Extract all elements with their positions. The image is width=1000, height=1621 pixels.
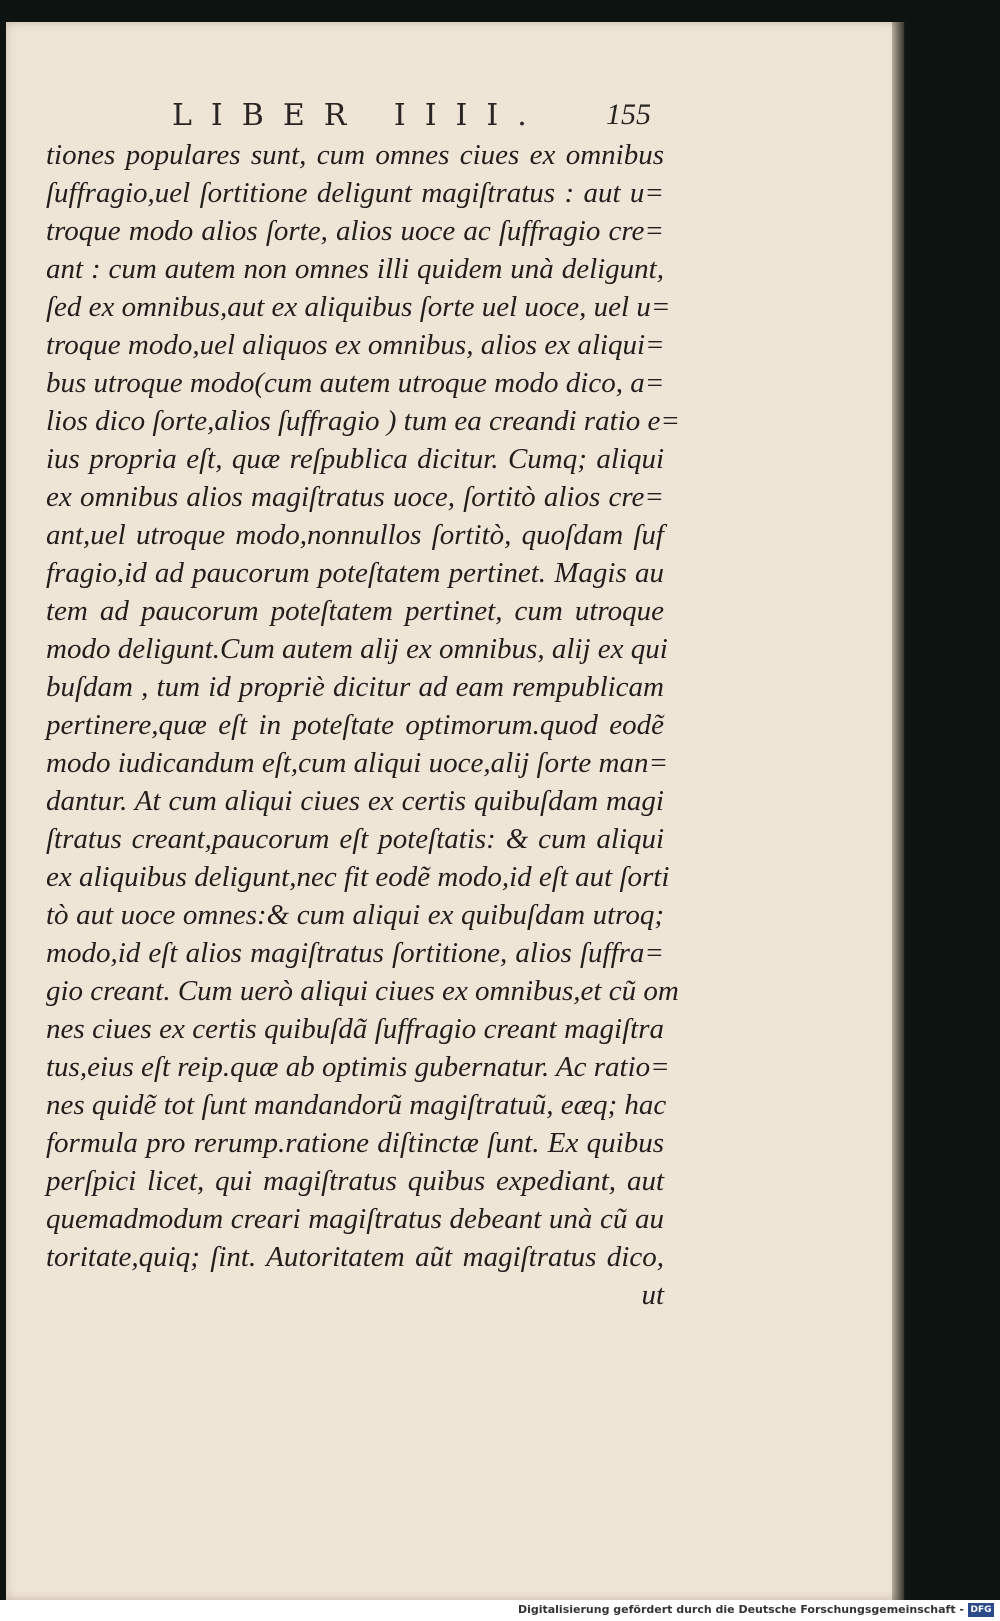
running-head: LIBER IIII. xyxy=(172,98,546,133)
text-line: modo,id eſt alios magiſtratus ſortitione, alios ſuffra= xyxy=(46,937,664,969)
text-line: gio creant. Cum uerò aliqui ciues ex omnibus,et cũ om xyxy=(46,975,679,1007)
text-line: ſtratus creant,paucorum eſt poteſtatis: & cum aliqui xyxy=(46,823,664,855)
text-line: fragio,id ad paucorum poteſtatem pertinet. Magis au xyxy=(46,557,664,589)
text-line: pertinere,quæ eſt in poteſtate optimorum.quod eodẽ xyxy=(46,709,664,741)
text-line: ex aliquibus deligunt,nec fit eodẽ modo,id eſt aut ſorti xyxy=(46,861,670,893)
text-line: ant,uel utroque modo,nonnullos ſortitò, quoſdam ſuf xyxy=(46,519,664,551)
text-line: bus utroque modo(cum autem utroque modo dico, a= xyxy=(46,367,665,399)
text-line: modo iudicandum eſt,cum aliqui uoce,alij ſorte man= xyxy=(46,747,669,779)
text-line: tem ad paucorum poteſtatem pertinet, cum utroque xyxy=(46,595,664,627)
footer-credit: Digitalisierung gefördert durch die Deutsche Forschungsgemeinschaft - xyxy=(517,1603,964,1616)
text-line: quemadmodum creari magiſtratus debeant unà cũ au xyxy=(46,1203,664,1235)
text-line: ſed ex omnibus,aut ex aliquibus ſorte uel uoce, uel u= xyxy=(46,291,671,323)
text-line: buſdam , tum id propriè dicitur ad eam rempublicam xyxy=(46,671,664,703)
text-line: nes ciues ex certis quibuſdã ſuffragio creant magiſtra xyxy=(46,1013,664,1045)
catchword: ut xyxy=(641,1279,664,1311)
text-line: dantur. At cum aliqui ciues ex certis quibuſdam magi xyxy=(46,785,664,817)
page-edge xyxy=(892,22,906,1600)
text-line: lios dico ſorte,alios ſuffragio ) tum ea creandi ratio e= xyxy=(46,405,680,437)
text-line: toritate,quiq; ſint. Autoritatem aũt magiſtratus dico, xyxy=(46,1241,664,1273)
text-line: nes quidẽ tot ſunt mandandorũ magiſtratuũ, eæq; hac xyxy=(46,1089,667,1121)
dfg-logo-icon: DFG xyxy=(968,1603,994,1617)
text-line: troque modo alios ſorte, alios uoce ac ſuffragio cre= xyxy=(46,215,664,247)
body-text xyxy=(46,136,680,1314)
text-line: ant : cum autem non omnes illi quidem unà deligunt, xyxy=(46,253,664,285)
text-line: ius propria eſt, quæ reſpublica dicitur. Cumq; aliqui xyxy=(46,443,664,475)
text-line: modo deligunt.Cum autem alij ex omnibus, alij ex qui xyxy=(46,633,668,665)
text-line: tò aut uoce omnes:& cum aliqui ex quibuſdam utroq; xyxy=(46,899,664,931)
text-line: formula pro rerump.ratione diſtinctæ ſunt. Ex quibus xyxy=(46,1127,664,1159)
page-number: 155 xyxy=(606,98,651,131)
text-line: perſpici licet, qui magiſtratus quibus expediant, aut xyxy=(46,1165,664,1197)
text-line: troque modo,uel aliquos ex omnibus, alios ex aliqui= xyxy=(46,329,665,361)
text-line: tus,eius eſt reip.quæ ab optimis gubernatur. Ac ratio= xyxy=(46,1051,670,1083)
text-line: ex omnibus alios magiſtratus uoce, ſortitò alios cre= xyxy=(46,481,664,513)
text-line: ſuffragio,uel ſortitione deligunt magiſtratus : aut u= xyxy=(46,177,664,209)
text-line: tiones populares sunt, cum omnes ciues ex omnibus xyxy=(46,139,664,171)
